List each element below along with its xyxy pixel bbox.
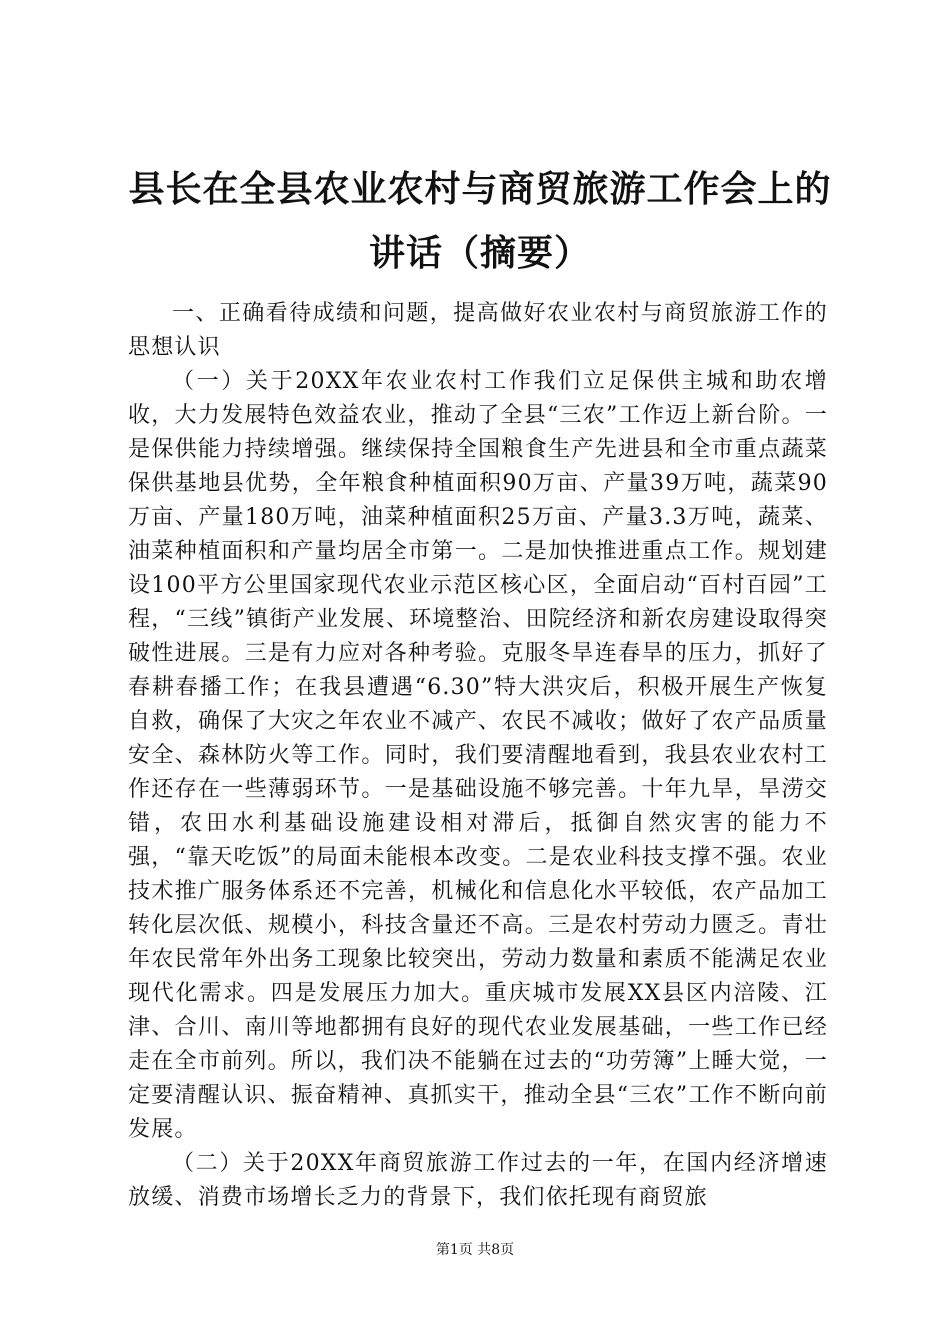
document-body: [128, 297, 828, 1215]
page-footer: 第1页 共8页: [435, 1242, 515, 1258]
paragraph-agriculture: （一）关于20XX年农业农村工作我们立足保供主城和助农增收，大力发展特色效益农业，推动了全县“三农”工作迈上新台阶。一是保供能力持续增强。继续保持全国粮食生产先进县和全市重点蔬菜保供基地县优势，全年粮食种植面积90万亩、产量39万吨，蔬菜90万亩、产量180万吨，油菜种植面积25万亩、产量3.3万吨，蔬菜、油菜种植面积和产量均居全市第一。二是加快推进重点工作。规划建设100平方公里国家现代农业示范区核心区，全面启动“百村百园”工程，“三线”镇街产业发展、环境整治、田院经济和新农房建设取得突破性进展。三是有力应对各种考验。克服冬旱连春旱的压力，抓好了春耕春播工作；在我县遭遇“6.30”特大洪灾后，积极开展生产恢复自救，确保了大灾之年农业不减产、农民不减收；做好了农产品质量安全、森林防火等工作。同时，我们要清醒地看到，我县农业农村工作还存在一些薄弱环节。一是基础设施不够完善。十年九旱，旱涝交错，农田水利基础设施建设相对滞后，抵御自然灾害的能力不强，“靠天吃饭”的局面未能根本改变。二是农业科技支撑不强。农业技术推广服务体系还不完善，机械化和信息化水平较低，农产品加工转化层次低、规模小，科技含量还不高。三是农村劳动力匮乏。青壮年农民常年外出务工现象比较突出，劳动力数量和素质不能满足农业现代化需求。四是发展压力加大。重庆城市发展XX县区内涪陵、江津、合川、南川等地都拥有良好的现代农业发展基础，一些工作已经走在全市前列。所以，我们决不能躺在过去的“功劳簿”上睡大觉，一定要清醒认识、振奋精神、真抓实干，推动全县“三农”工作不断向前发展。: [128, 369, 828, 1142]
paragraph-section-heading: 一、正确看待成绩和问题，提高做好农业农村与商贸旅游工作的思想认识: [128, 301, 828, 360]
document-title: 县长在全县农业农村与商贸旅游工作会上的讲话（摘要）: [128, 169, 832, 274]
paragraph-commerce-tourism: （二）关于20XX年商贸旅游工作过去的一年，在国内经济增速放缓、消费市场增长乏力的背景下，我们依托现有商贸旅: [128, 1151, 828, 1210]
